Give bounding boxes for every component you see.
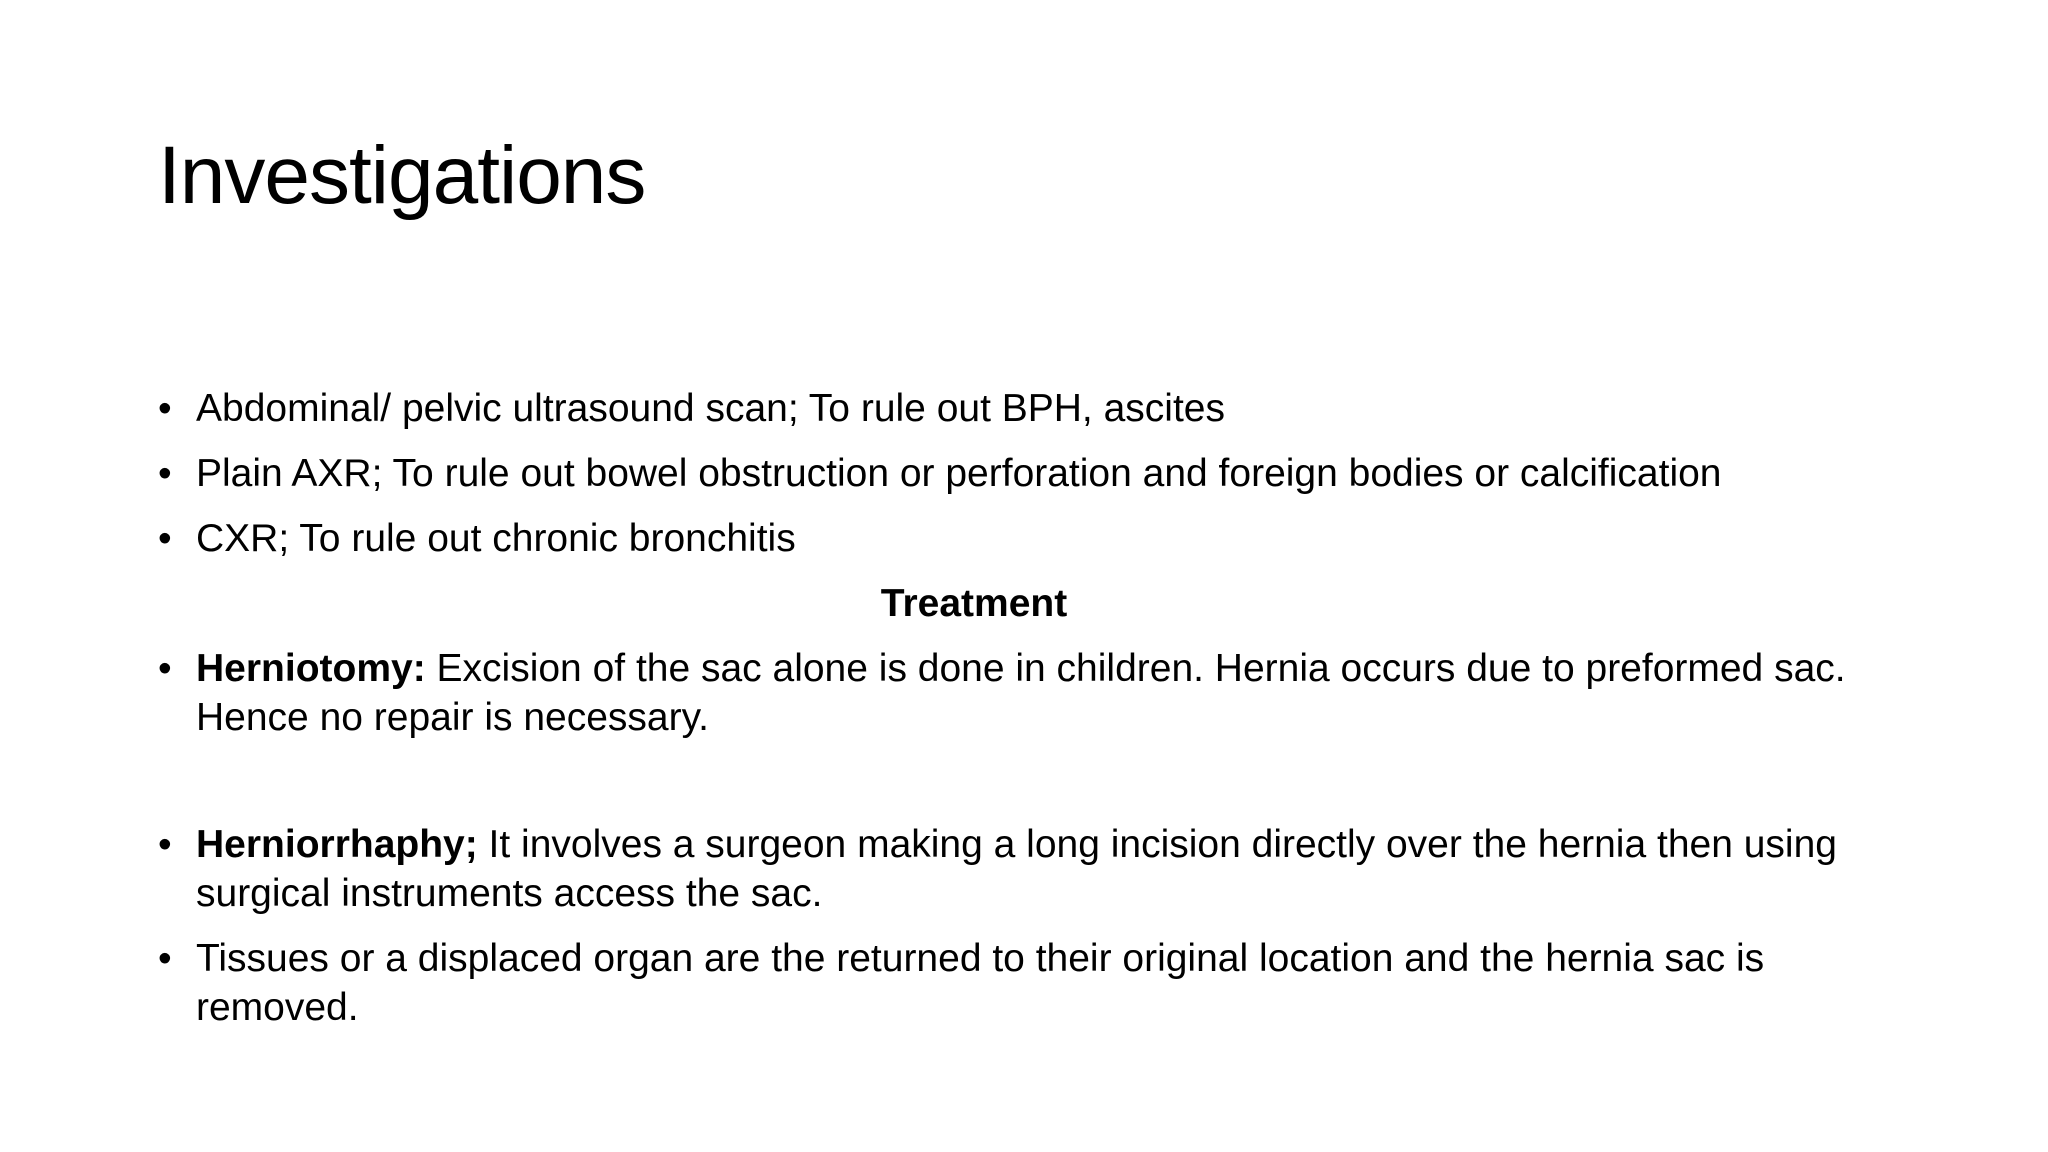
bullet-tissues — [158, 934, 1918, 1032]
bullet-text: Abdominal/ pelvic ultrasound scan; To rule out BPH, ascites — [196, 387, 1225, 430]
treatment-heading-text: Treatment — [880, 582, 1068, 625]
bullet-text: It involves a surgeon making a long incision directly over the hernia then using surgical instruments access the sac. — [196, 823, 1837, 915]
bullet-text: CXR; To rule out chronic bronchitis — [196, 517, 796, 560]
bullet-icon: • — [158, 823, 172, 866]
bullet-herniotomy — [158, 644, 1918, 742]
bullet-icon: • — [158, 517, 172, 560]
bullet-icon: • — [158, 452, 172, 495]
bullet-axr — [158, 449, 1918, 498]
bullet-term: Herniorrhaphy; — [196, 823, 478, 866]
bullet-text: Tissues or a displaced organ are the returned to their original location and the hernia sac is removed. — [196, 937, 1765, 1029]
slide-body — [158, 384, 1918, 1032]
bullet-herniorrhaphy — [158, 820, 1918, 918]
bullet-term: Herniotomy: — [196, 647, 426, 690]
bullet-ultrasound — [158, 384, 1918, 433]
bullet-text: Excision of the sac alone is done in children. Hernia occurs due to preformed sac. Hence no repair is necessary. — [196, 647, 1846, 739]
bullet-icon: • — [158, 387, 172, 430]
slide-title: Investigations — [158, 130, 646, 221]
bullet-text: Plain AXR; To rule out bowel obstruction or perforation and foreign bodies or calcification — [196, 452, 1722, 495]
bullet-cxr — [158, 514, 1918, 563]
bullet-icon: • — [158, 937, 172, 980]
treatment-heading — [0, 579, 1790, 628]
bullet-icon: • — [158, 647, 172, 690]
